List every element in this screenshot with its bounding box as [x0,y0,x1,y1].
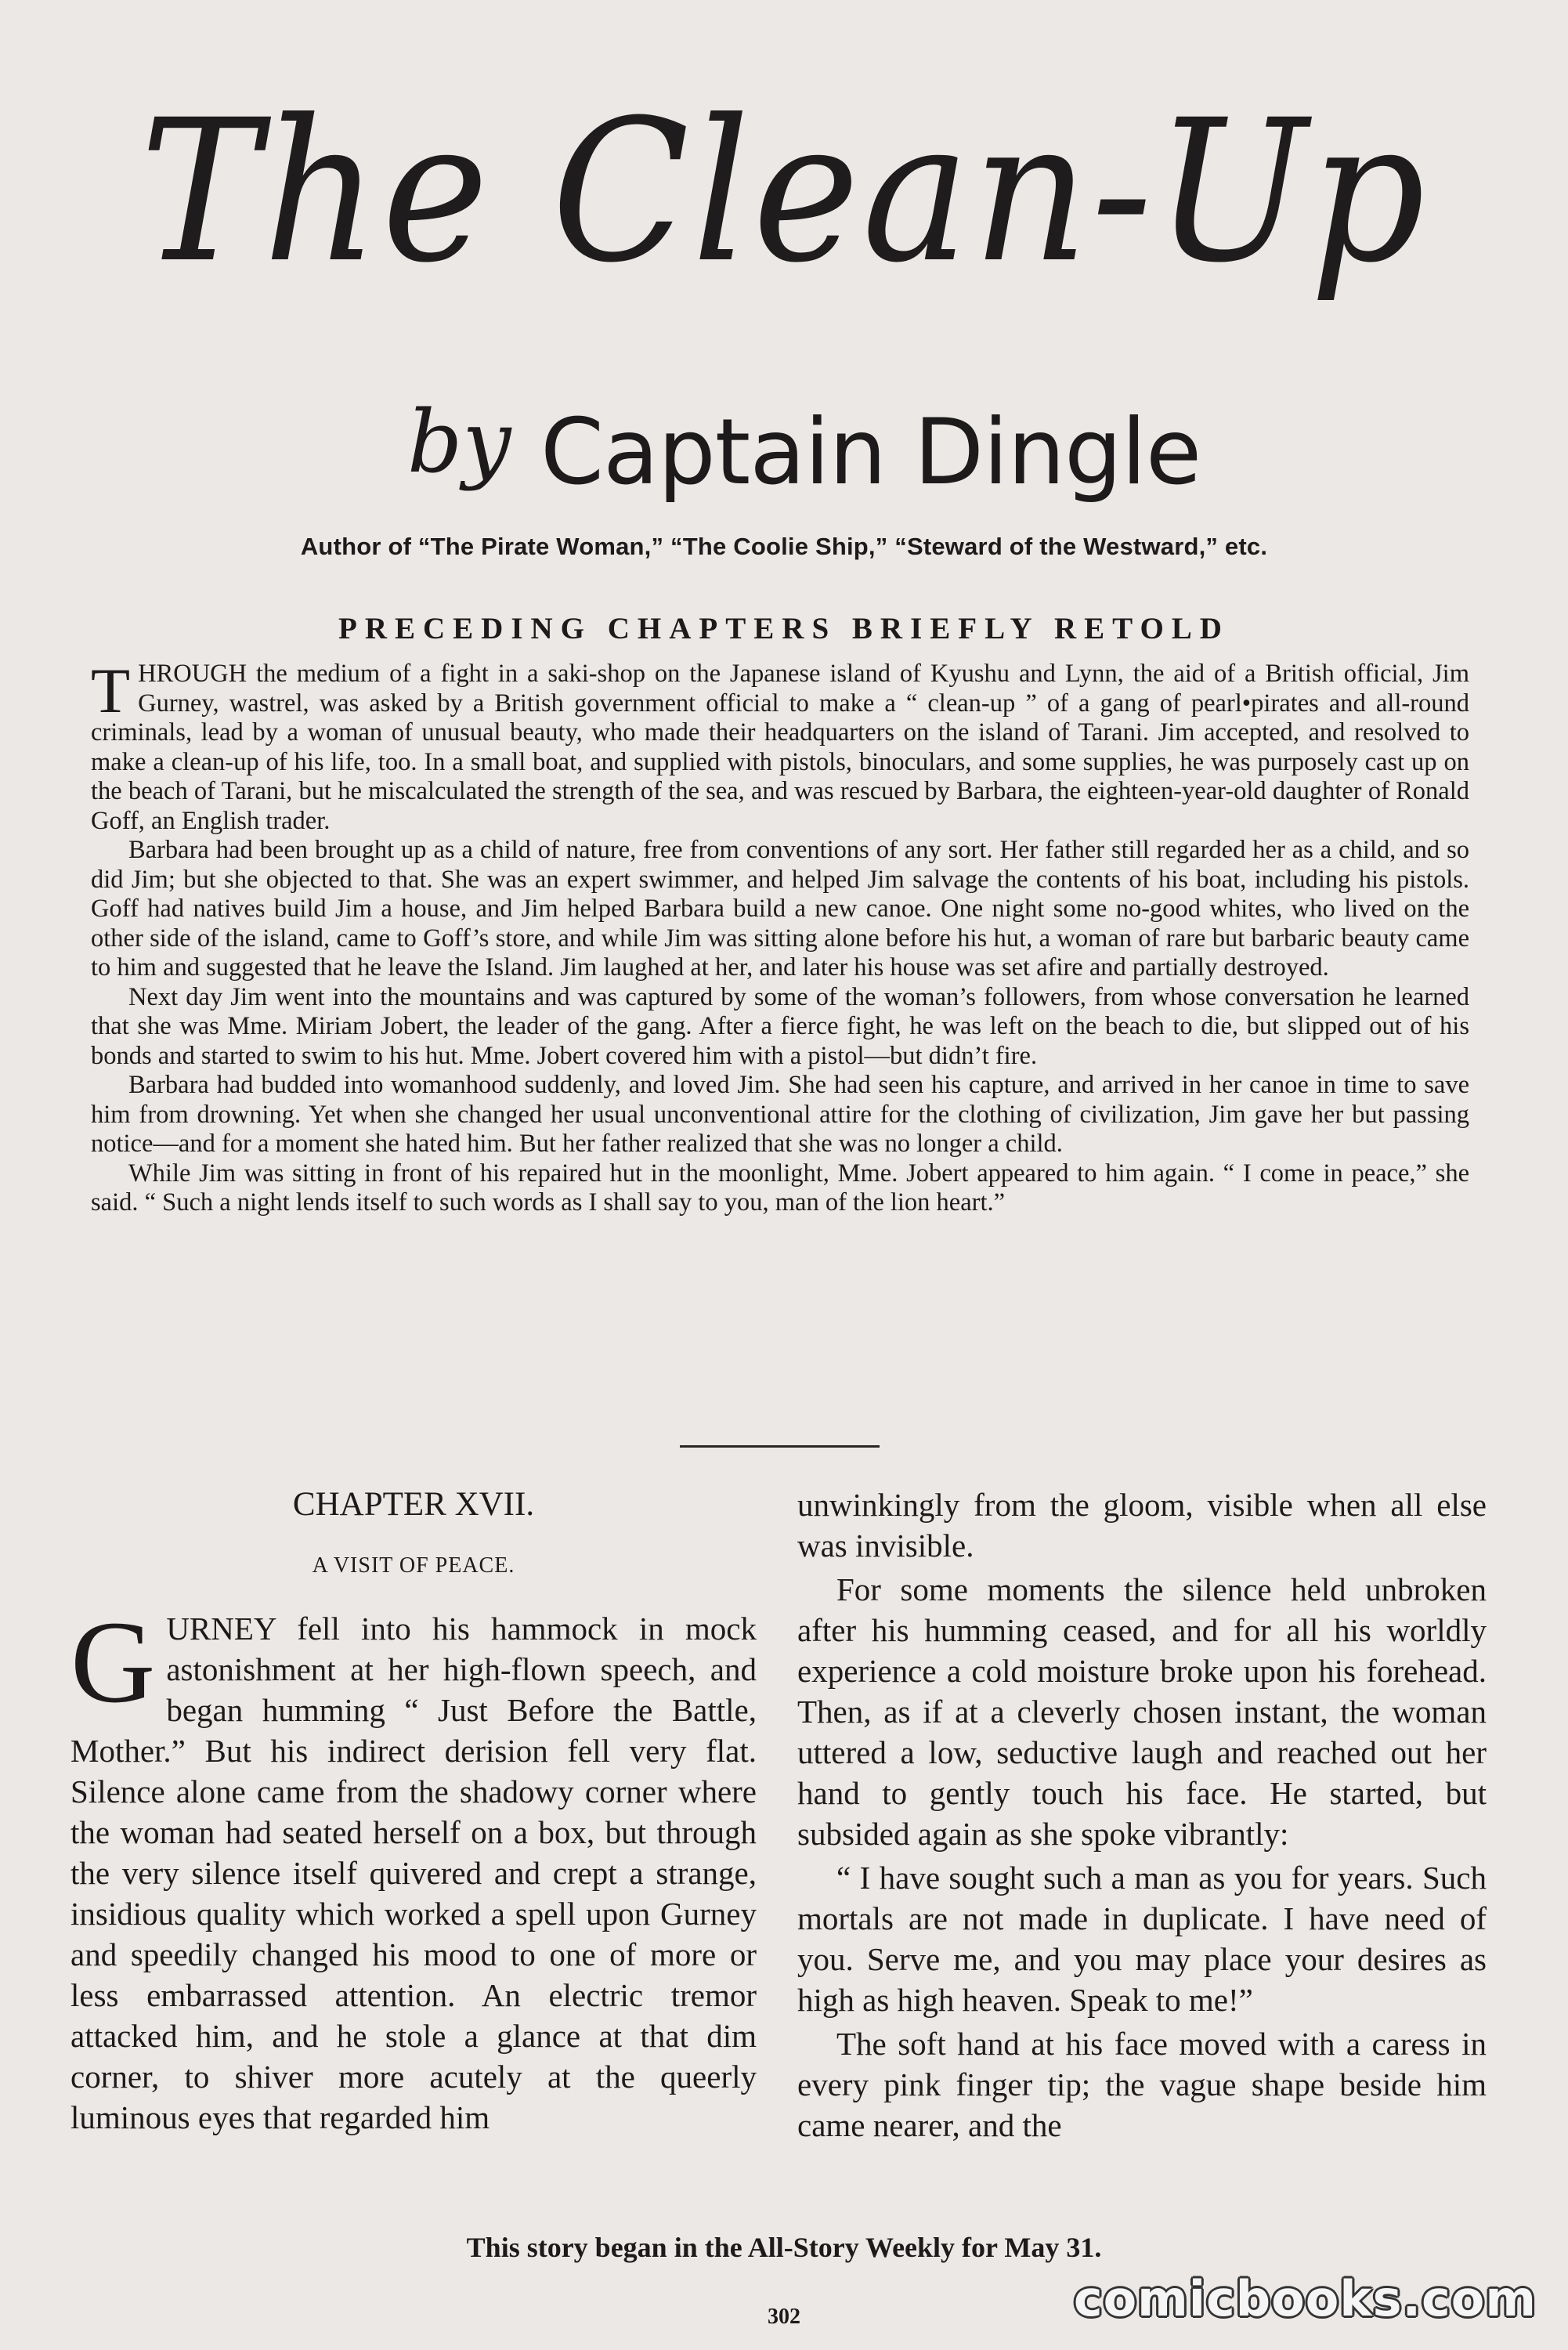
synopsis-paragraph: While Jim was sitting in front of his repaired hut in the moonlight, Mme. Jobert appeared to him again. “ I come in peace,” she said. “ Such a night lends itself to such words as I shall say to you, man of the lion heart.” [91,1159,1469,1217]
column-left [70,1484,757,2141]
synopsis-paragraph [91,655,1469,836]
chapter-dropcap: G [70,1597,156,1727]
chapter-paragraph: “ I have sought such a man as you for years. Such mortals are not made in duplicate. I have need of you. Serve me, and you may place your desires as high as high heaven. Speak to me!” [797,1860,1487,2018]
column-right [797,1484,1487,2149]
chapter-subtitle: A VISIT OF PEACE. [312,1553,515,1578]
author-credits: Author of “The Pirate Woman,” “The Coolie Ship,” “Steward of the Westward,” etc. [300,533,1268,560]
title-block [0,78,1568,306]
story-title: The Clean-Up [139,78,1429,306]
synopsis [91,655,1469,1218]
author-name: Captain Dingle [540,400,1201,505]
synopsis-paragraph: Barbara had budded into womanhood suddenly, and loved Jim. She had seen his capture, and arrived in her canoe in time to save him from drowning. Yet when she changed her usual unconventional attire for the clothing of civilization, Jim gave her but passing notice—and for a moment she hated him. But her father realized that she was no longer a child. [91,1071,1469,1158]
synopsis-heading: PRECEDING CHAPTERS BRIEFLY RETOLD [338,612,1230,645]
watermark: comicbooks.com [1073,2270,1537,2327]
chapter-paragraph: unwinkingly from the gloom, visible when all else was invisible. [797,1487,1487,1564]
byline-by: by [407,392,511,492]
synopsis-paragraph: Barbara had been brought up as a child of nature, free from conventions of any sort. Her father still regarded her as a child, and so did Jim; but she objected to that. She was an expert swimmer, and helped Jim salvage the contents of his boat, including his pistols. Goff had natives build Jim a house, and Jim helped Barbara build a new canoe. One night some no-good whites, who lived on the other side of the island, came to Goff’s store, and while Jim was sitting alone before his hut, a woman of rare but barbaric beauty came to him and suggested that he leave the Island. Jim laughed at her, and later his house was set afire and partially destroyed. [91,836,1469,982]
chapter-paragraph: The soft hand at his face moved with a caress in every pink finger tip; the vague shape beside him came nearer, and the [797,2026,1487,2143]
serial-note: This story began in the All-Story Weekly for May 31. [466,2232,1102,2263]
byline [384,392,1245,525]
chapter-paragraph [70,1597,757,2138]
synopsis-dropcap: T [91,655,131,726]
page-number: 302 [768,2305,800,2329]
chapter-paragraph-text: URNEY fell into his hammock in mock astonishment at her high-flown speech, and began humming “ Just Before the Battle, Mother.” But his indirect derision fell very flat. Silence alone came from the shadowy corner where the woman had seated herself on a box, but through the very silence itself quivered and crept a strange, insidious quality which worked a spell upon Gurney and speedily changed his mood to one of more or less embarrassed attention. An electric tremor attacked him, and he stole a glance at that dim corner, to shiver more acutely at the queerly luminous eyes that regarded him [70,1611,757,2135]
section-divider [680,1445,880,1448]
synopsis-paragraph-text: HROUGH the medium of a fight in a saki-shop on the Japanese island of Kyushu and Lynn, the aid of a British official, Jim Gurney, wastrel, was asked by a British government official to make a “ clean-up ” of a gang of pearl•pirates and all-round criminals, lead by a woman of unusual beauty, who made their headquarters on the island of Tarani. Jim accepted, and resolved to make a clean-up of his life, too. In a small boat, and supplied with pistols, binoculars, and some supplies, he was purposely cast up on the beach of Tarani, but he miscalculated the strength of the sea, and was rescued by Barbara, the eighteen-year-old daughter of Ronald Goff, an English trader. [91,660,1469,835]
chapter-number: CHAPTER XVII. [292,1486,535,1523]
synopsis-paragraph: Next day Jim went into the mountains and was captured by some of the woman’s followers, from whose conversation he learned that she was Mme. Miriam Jobert, the leader of the gang. After a fierce fight, he was left on the beach to die, but slipped out of his bonds and started to swim to his hut. Mme. Jobert covered him with a pistol—but didn’t fire. [91,982,1469,1070]
chapter-paragraph: For some moments the silence held unbroken after his humming ceased, and for all his worldly experience a cold moisture broke upon his forehead. Then, as if at a cleverly chosen instant, the woman uttered a low, seductive laugh and reached out her hand to gently touch his face. He started, but subsided again as she spoke vibrantly: [797,1571,1487,1852]
